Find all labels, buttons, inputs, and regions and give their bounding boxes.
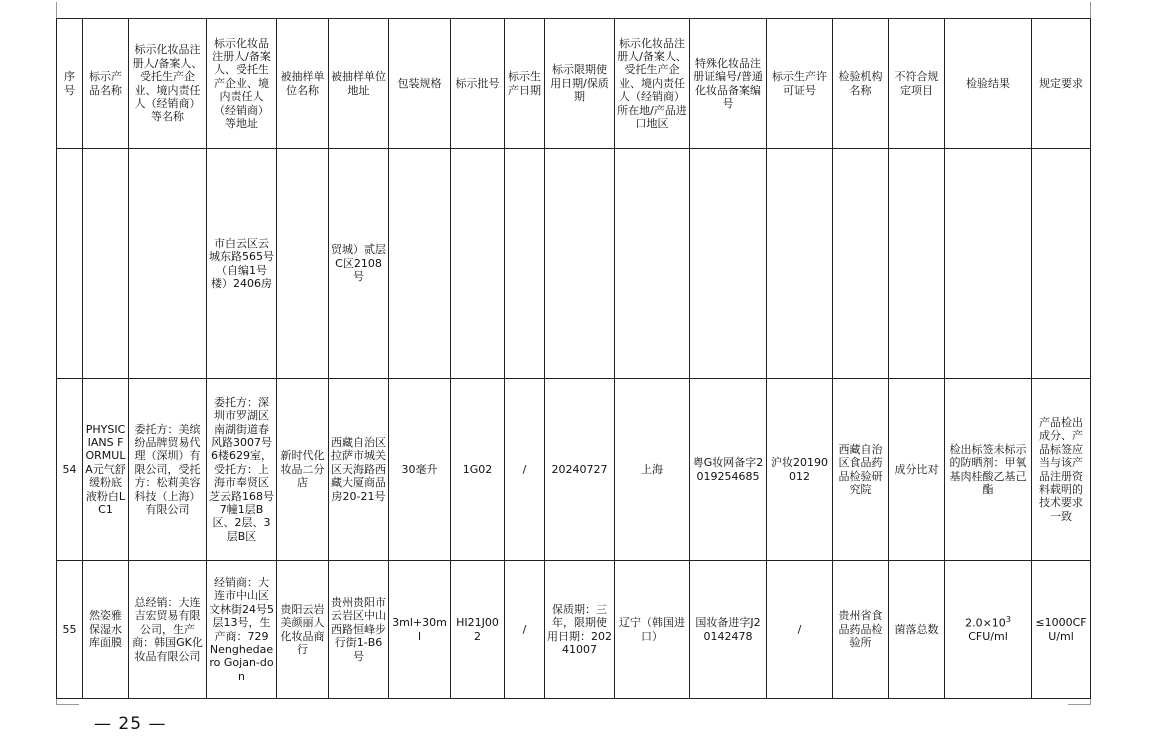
cell-no: 55 bbox=[57, 561, 83, 699]
cell-expiry: 20240727 bbox=[545, 379, 615, 561]
cell-empty bbox=[389, 149, 451, 379]
cell-empty bbox=[1032, 149, 1091, 379]
cell-result: 检出标签未标示的防晒剂：甲氧基肉桂酸乙基己酯 bbox=[945, 379, 1032, 561]
cell-result bbox=[945, 561, 1032, 699]
cell-empty bbox=[505, 149, 545, 379]
header-cell-reg-no: 特殊化妆品注册证编号/普通化妆品备案编号 bbox=[690, 19, 767, 149]
cell-requirement: 产品检出成分、产品标签应当与该产品注册资料载明的技术要求一致 bbox=[1032, 379, 1091, 561]
cell-license: 沪妆20190012 bbox=[767, 379, 833, 561]
header-cell-license: 标示生产许可证号 bbox=[767, 19, 833, 149]
cell-spec: 3ml+30ml bbox=[389, 561, 451, 699]
header-cell-sampled-unit: 被抽样单位名称 bbox=[277, 19, 329, 149]
header-cell-lab: 检验机构名称 bbox=[833, 19, 889, 149]
cell-lab: 西藏自治区食品药品检验研究院 bbox=[833, 379, 889, 561]
cell-reg-no: 粤G妆网备字2019254685 bbox=[690, 379, 767, 561]
cell-empty bbox=[129, 149, 207, 379]
cell-name: 然姿雅保湿水库面膜 bbox=[83, 561, 129, 699]
header-cell-item: 不符合规定项目 bbox=[889, 19, 945, 149]
cell-address: 经销商：大连市中山区文林街24号5层13号，生产商：729 Nenghedaero Gojan-don bbox=[207, 561, 277, 699]
cell-sampled-address-continued: 贸城）贰层C区2108号 bbox=[329, 149, 389, 379]
cell-item: 菌落总数 bbox=[889, 561, 945, 699]
header-cell-no: 序号 bbox=[57, 19, 83, 149]
cell-sampled-address: 贵州贵阳市云岩区中山西路恒峰步行街1-B6号 bbox=[329, 561, 389, 699]
cell-expiry: 保质期：三年，限期使用日期：20241007 bbox=[545, 561, 615, 699]
cell-empty bbox=[83, 149, 129, 379]
cell-empty bbox=[615, 149, 690, 379]
cell-empty bbox=[277, 149, 329, 379]
header-cell-entity: 标示化妆品注册人/备案人、受托生产企业、境内责任人（经销商）等名称 bbox=[129, 19, 207, 149]
header-cell-region: 标示化妆品注册人/备案人、受托生产企业、境内责任人（经销商）所在地/产品进口地区 bbox=[615, 19, 690, 149]
header-cell-requirement: 规定要求 bbox=[1032, 19, 1091, 149]
result-base: 2.0×10 bbox=[965, 616, 1006, 630]
result-exponent: 3 bbox=[1005, 615, 1011, 625]
header-cell-sampled-address: 被抽样单位地址 bbox=[329, 19, 389, 149]
header-cell-result: 检验结果 bbox=[945, 19, 1032, 149]
cell-empty bbox=[57, 149, 83, 379]
page-number: — 25 — bbox=[94, 714, 167, 734]
table-row-55 bbox=[57, 561, 1091, 699]
cell-name: PHYSICIANS FORMULA元气舒缓粉底液粉白LC1 bbox=[83, 379, 129, 561]
table-row-continuation bbox=[57, 149, 1091, 379]
cell-empty bbox=[945, 149, 1032, 379]
cell-reg-no: 国妆备进字J20142478 bbox=[690, 561, 767, 699]
cell-region: 上海 bbox=[615, 379, 690, 561]
cell-empty bbox=[833, 149, 889, 379]
cell-no: 54 bbox=[57, 379, 83, 561]
cell-entity: 委托方：美缤纷品牌贸易代理（深圳）有限公司，受托方：松莉美容科技（上海）有限公司 bbox=[129, 379, 207, 561]
cell-batch: 1G02 bbox=[451, 379, 505, 561]
cell-empty bbox=[545, 149, 615, 379]
header-cell-address: 标示化妆品注册人/备案人、受托生产企业、境内责任人（经销商）等地址 bbox=[207, 19, 277, 149]
inspection-results-table bbox=[56, 18, 1091, 699]
cell-sampled-address: 西藏自治区拉萨市城关区天海路西藏大厦商品房20-21号 bbox=[329, 379, 389, 561]
result-unit: CFU/ml bbox=[968, 630, 1008, 644]
header-cell-prod-date: 标示生产日期 bbox=[505, 19, 545, 149]
cell-empty bbox=[767, 149, 833, 379]
header-cell-expiry: 标示限期使用日期/保质期 bbox=[545, 19, 615, 149]
cell-lab: 贵州省食品药品检验所 bbox=[833, 561, 889, 699]
table-row-54 bbox=[57, 379, 1091, 561]
cell-requirement: ≤1000CFU/ml bbox=[1032, 561, 1091, 699]
crop-mark-top-right bbox=[1090, 2, 1113, 18]
cell-prod-date: / bbox=[505, 561, 545, 699]
header-cell-batch: 标示批号 bbox=[451, 19, 505, 149]
cell-entity: 总经销：大连吉宏贸易有限公司，生产商：韩国GK化妆品有限公司 bbox=[129, 561, 207, 699]
cell-address: 委托方：深圳市罗湖区南湖街道春风路3007号6楼629室，受托方：上海市奉贤区芝云路168号7幢1层B区、2层、3层B区 bbox=[207, 379, 277, 561]
cell-region: 辽宁（韩国进口） bbox=[615, 561, 690, 699]
cell-sampled-unit: 新时代化妆品二分店 bbox=[277, 379, 329, 561]
header-row bbox=[57, 19, 1091, 149]
cell-empty bbox=[690, 149, 767, 379]
cell-batch: HI21J002 bbox=[451, 561, 505, 699]
cell-license: / bbox=[767, 561, 833, 699]
cell-sampled-unit: 贵阳云岩美颜丽人化妆品商行 bbox=[277, 561, 329, 699]
crop-mark-top-left bbox=[56, 2, 79, 18]
cell-address-continued: 市白云区云城东路565号（自编1号楼）2406房 bbox=[207, 149, 277, 379]
header-cell-name: 标示产品名称 bbox=[83, 19, 129, 149]
cell-empty bbox=[889, 149, 945, 379]
cell-empty bbox=[451, 149, 505, 379]
cell-prod-date: / bbox=[505, 379, 545, 561]
header-cell-spec: 包装规格 bbox=[389, 19, 451, 149]
cell-item: 成分比对 bbox=[889, 379, 945, 561]
cell-spec: 30毫升 bbox=[389, 379, 451, 561]
